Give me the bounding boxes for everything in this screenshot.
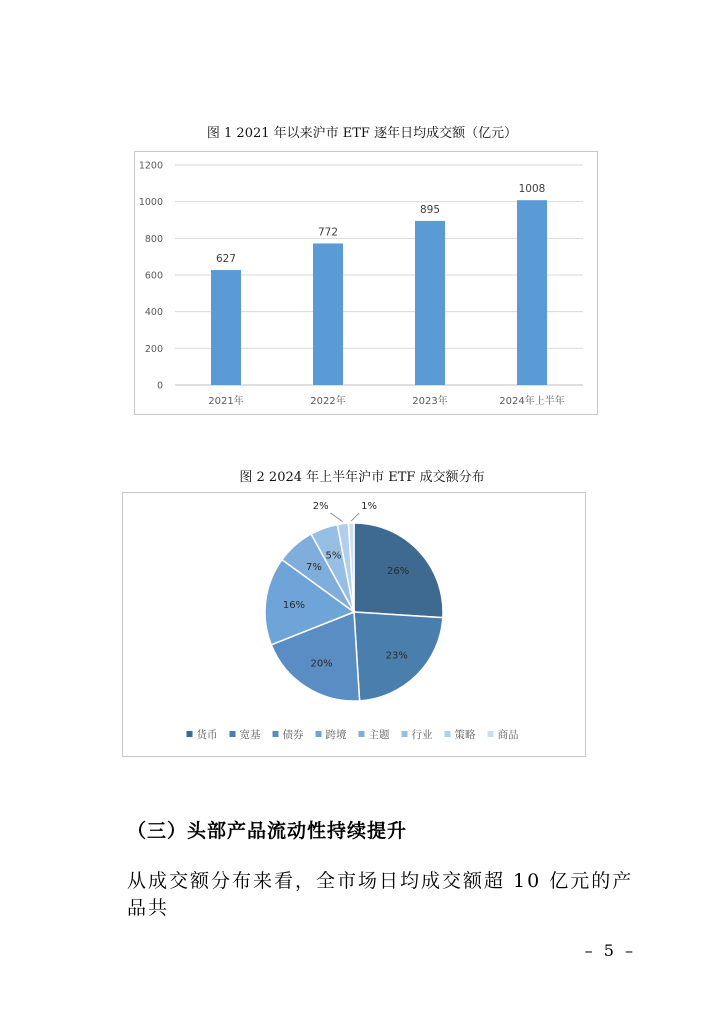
pie-data-label: 26% [387,566,410,578]
y-tick-label: 0 [156,380,163,392]
figure1-caption: 图 1 2021 年以来沪市 ETF 逐年日均成交额（亿元） [206,126,518,141]
pie-chart [123,493,585,756]
leader-line [351,513,359,521]
legend-label: 策略 [454,729,476,741]
figure2-caption: 图 2 2024 年上半年沪市 ETF 成交额分布 [239,470,485,485]
bar-data-label: 1008 [518,183,546,196]
body-paragraph: 从成交额分布来看，全市场日均成交额超 10 亿元的产品共 [127,870,634,919]
y-tick-label: 800 [144,233,163,245]
bar-data-label: 895 [419,203,441,216]
pie-data-label: 7% [306,562,322,574]
pie-chart-container [122,492,586,757]
legend-label: 主题 [368,729,390,741]
legend-swatch [187,731,193,737]
bar [415,221,445,385]
y-tick-label: 400 [144,307,163,319]
bar-data-label: 627 [215,253,237,266]
legend-swatch [359,731,365,737]
page-number: – 5 – [584,941,636,960]
legend-swatch [230,731,236,737]
pie-data-label: 1% [361,501,378,512]
x-tick-label: 2024年上半年 [499,396,565,407]
bar-chart [135,152,597,414]
legend-label: 宽基 [239,729,261,741]
y-tick-label: 200 [144,343,163,355]
pie-data-label: 2% [312,501,329,512]
leader-line [331,513,343,522]
legend-swatch [402,731,408,737]
legend-swatch [316,731,322,737]
y-tick-label: 1000 [138,197,163,209]
bar-data-label: 772 [317,226,339,239]
pie-data-label: 5% [325,550,342,562]
legend-label: 跨境 [325,729,347,741]
x-tick-label: 2022年 [310,396,346,407]
legend-label: 商品 [497,729,519,741]
legend-swatch [488,731,494,737]
bar [517,200,547,385]
y-tick-label: 600 [144,270,163,282]
legend-label: 债券 [282,729,304,741]
x-tick-label: 2021年 [208,396,244,407]
bar [313,243,343,385]
legend-swatch [273,731,279,737]
legend-label: 货币 [196,729,218,741]
section-heading: （三）头部产品流动性持续提升 [127,820,408,842]
pie-data-label: 16% [282,599,306,611]
bar [211,270,241,385]
pie-data-label: 23% [385,650,408,662]
legend-swatch [445,731,451,737]
pie-data-label: 20% [310,658,333,670]
x-tick-label: 2023年 [412,396,448,407]
legend-label: 行业 [411,729,433,741]
y-tick-label: 1200 [138,160,163,172]
bar-chart-container [134,151,598,415]
